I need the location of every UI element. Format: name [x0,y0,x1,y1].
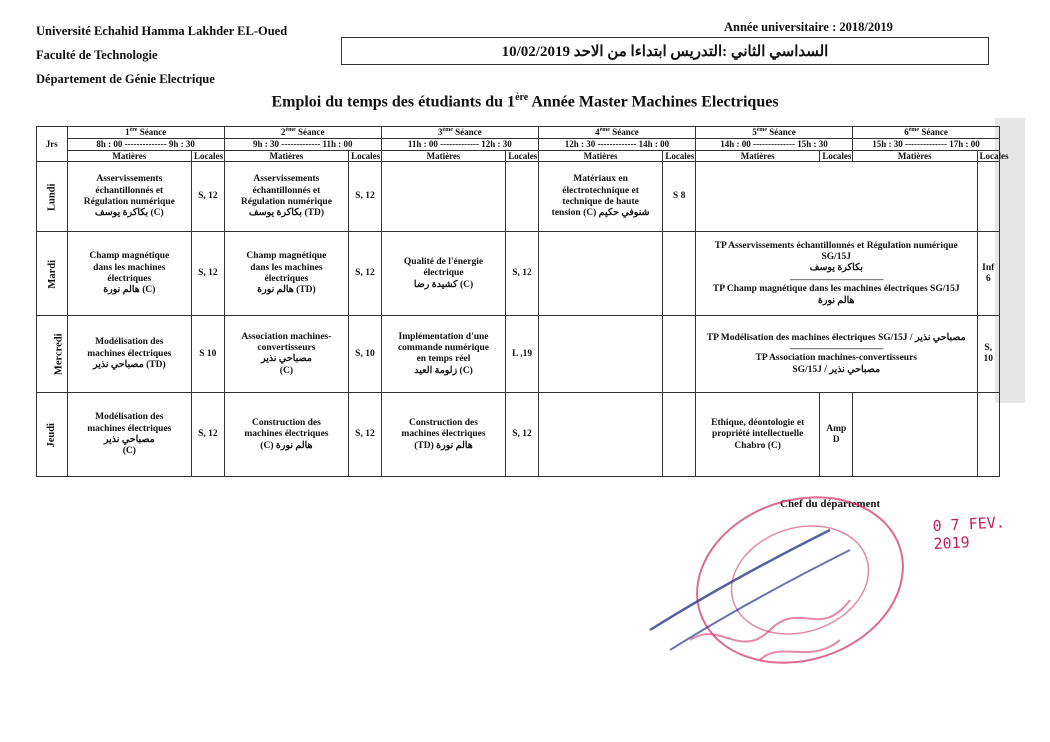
col-locales: Locales [977,150,1000,162]
room-cell: S, 12 [192,393,225,477]
seance-time: 14h : 00 -------------- 15h : 30 [695,138,852,150]
empty-cell [506,162,539,232]
room-cell: S, 12 [349,232,382,316]
room-cell: S, 12 [506,393,539,477]
tp-cell: TP Modélisation des machines électriques SG/15J / مصباحي نذير -------------------------------------------------------- TP Association machines-convertisseurs SG/15J / مصباحي نذير [695,316,977,393]
timetable [36,126,1009,477]
col-matieres: Matières [381,150,505,162]
seance-header: 1ère Séance [67,127,224,139]
day-label: Mardi [46,259,58,289]
page-title [0,92,1050,111]
col-matieres: Matières [224,150,348,162]
col-locales: Locales [820,150,853,162]
course-cell: Ethique, déontologie et propriété intellectuelle Chabro (C) [695,393,819,477]
course-cell: Asservissements échantillonnés et Régulation numérique بكاكرة يوسف (C) [67,162,191,232]
course-cell: Asservissements échantillonnés et Régulation numérique بكاكرة يوسف (TD) [224,162,348,232]
col-matieres: Matières [853,150,977,162]
days-header: Jrs [37,127,68,162]
day-label: Lundi [46,183,58,211]
seance-time: 15h : 30 -------------- 17h : 00 [853,138,1000,150]
seance-header: 3ème Séance [381,127,538,139]
col-matieres: Matières [538,150,662,162]
seance-header: 4ème Séance [538,127,695,139]
course-cell: Association machines- convertisseurs مصباحي نذير (C) [224,316,348,393]
seance-time: 12h : 30 ------------- 14h : 00 [538,138,695,150]
academic-year: Année universitaire : 2018/2019 [724,20,893,34]
seance-time: 9h : 30 ------------- 11h : 00 [224,138,381,150]
empty-cell [381,162,505,232]
title-sup: ère [515,92,529,103]
day-cell [37,393,68,477]
room-cell: S 8 [663,162,696,232]
department-head-label: Chef du département [780,498,881,510]
empty-cell [663,393,696,477]
col-matieres: Matières [695,150,819,162]
title-text-end: Année Master Machines Electriques [528,93,779,111]
column-header-row [37,150,1000,162]
room-cell: S, 12 [349,393,382,477]
col-locales: Locales [663,150,696,162]
seance-header: 5ème Séance [695,127,852,139]
row-lundi [37,162,1000,232]
room-cell: S, 12 [192,232,225,316]
department-name: Département de Génie Electrique [36,72,215,86]
university-name: Université Echahid Hamma Lakhder EL-Oued [36,24,288,38]
day-label: Mercredi [53,333,65,376]
col-locales: Locales [506,150,539,162]
empty-cell [663,232,696,316]
room-cell: S 10 [192,316,225,393]
empty-cell [977,162,1000,232]
empty-cell [538,393,662,477]
course-cell: Construction des machines électriques (TD) هالم نورة [381,393,505,477]
empty-cell [853,393,977,477]
day-label: Jeudi [45,422,57,448]
stamp-date: 0 7 FEV. 2019 [932,513,1006,554]
official-seal-icon [610,490,930,690]
row-mardi [37,232,1000,316]
course-cell: Qualité de l'énergie électrique كشيدة رضا (C) [381,232,505,316]
col-matieres: Matières [67,150,191,162]
course-cell: Champ magnétique dans les machines électriques هالم نورة (C) [67,232,191,316]
empty-cell [695,162,977,232]
room-cell: S, 12 [506,232,539,316]
day-cell [37,316,68,393]
seance-number-row [37,127,1000,139]
day-cell [37,232,68,316]
semester-text: السداسي الثاني :التدريس ابتداءا من الاحد 10/02/2019 [501,43,829,60]
seance-time-row [37,138,1000,150]
room-cell: S, 10 [977,316,1000,393]
col-locales: Locales [349,150,382,162]
day-cell [37,162,68,232]
room-cell: L ,19 [506,316,539,393]
course-cell: Champ magnétique dans les machines électriques هالم نورة (TD) [224,232,348,316]
tp-cell: TP Asservissements échantillonnés et Régulation numérique SG/15J بكاكرة يوسف -------------------------------------------------------- TP Champ magnétique dans les machines électriques SG/15J هالم نورة [695,232,977,316]
empty-cell [663,316,696,393]
seance-time: 8h : 00 -------------- 9h : 30 [67,138,224,150]
seance-time: 11h : 00 ------------- 12h : 30 [381,138,538,150]
faculty-name: Faculté de Technologie [36,48,158,62]
seance-header: 2ème Séance [224,127,381,139]
row-mercredi [37,316,1000,393]
room-cell: Amp D [820,393,853,477]
course-cell: Modélisation des machines électriques مصباحي نذير (C) [67,393,191,477]
course-cell: Implémentation d'une commande numérique en temps réel زلومة العيد (C) [381,316,505,393]
course-cell: Modélisation des machines électriques مصباحي نذير (TD) [67,316,191,393]
title-text: Emploi du temps des étudiants du 1 [271,93,516,111]
empty-cell [538,232,662,316]
room-cell: S, 10 [349,316,382,393]
room-cell: S, 12 [349,162,382,232]
room-cell: Inf 6 [977,232,1000,316]
course-cell: Construction des machines électriques (C) هالم نورة [224,393,348,477]
empty-cell [538,316,662,393]
seance-header: 6ème Séance [853,127,1000,139]
course-cell: Matériaux en électrotechnique et technique de haute tension (C) شنوفي حكيم [538,162,662,232]
row-jeudi [37,393,1000,477]
empty-cell [977,393,1000,477]
room-cell: S, 12 [192,162,225,232]
semester-banner [341,37,989,65]
col-locales: Locales [192,150,225,162]
